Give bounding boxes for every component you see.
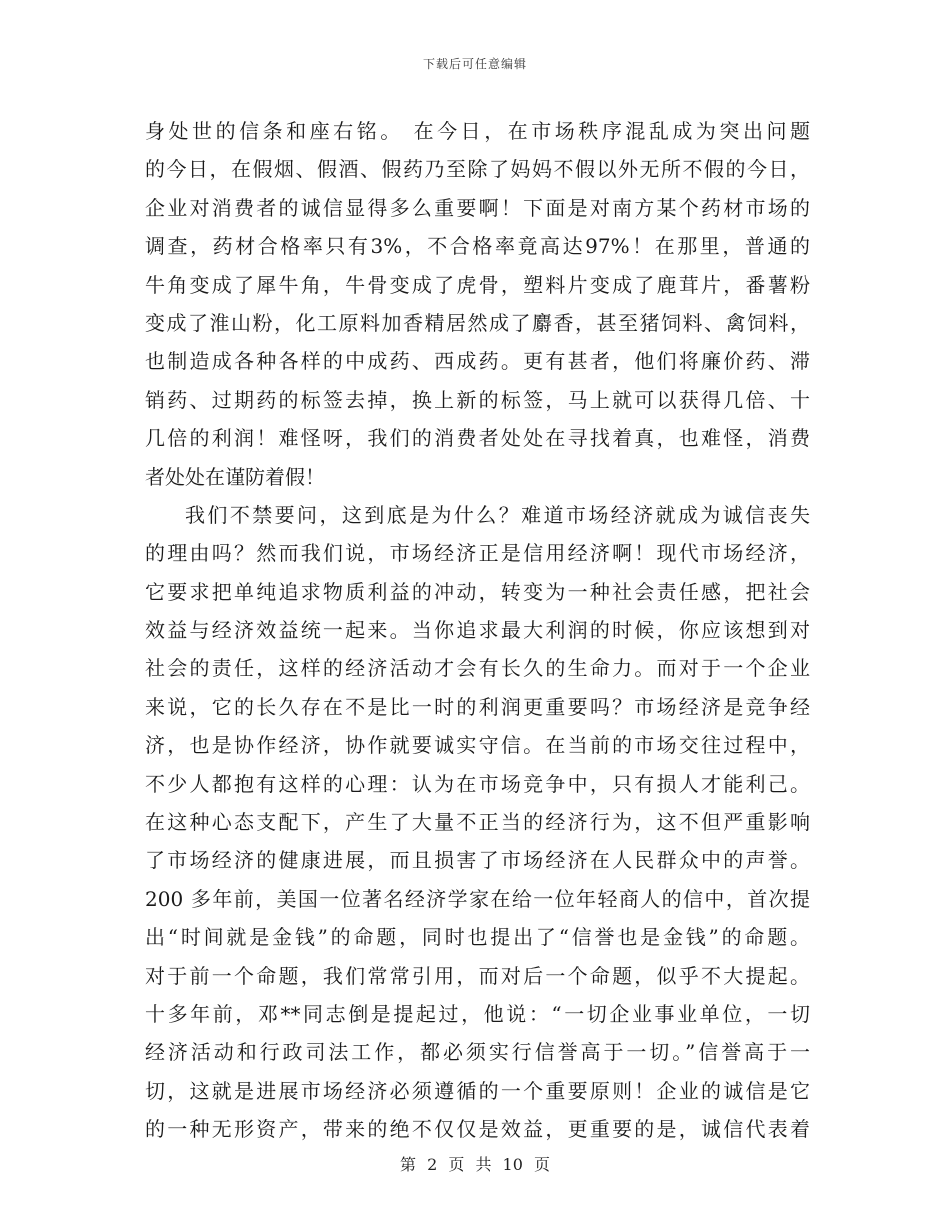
- text-line: 社会的责任，这样的经济活动才会有长久的生命力。而对于一个企业: [145, 656, 810, 681]
- paragraph-2: [145, 496, 810, 1149]
- text-line: 也制造成各种各样的中成药、西成药。更有甚者，他们将廉价药、滞: [145, 349, 810, 374]
- text-line: 在这种心态支配下，产生了大量不正当的经济行为，这不但严重影响: [145, 810, 810, 835]
- text-line: 济，也是协作经济，协作就要诚实守信。在当前的市场交往过程中，: [145, 733, 810, 758]
- text-line: 来说，它的长久存在不是比一时的利润更重要吗？市场经济是竞争经: [145, 694, 810, 719]
- text-line: 变成了淮山粉，化工原料加香精居然成了麝香，甚至猪饲料、禽饲料，: [145, 310, 810, 335]
- text-line: 牛角变成了犀牛角，牛骨变成了虎骨，塑料片变成了鹿茸片，番薯粉: [145, 272, 810, 297]
- text-line: 十多年前，邓**同志倒是提起过，他说：“一切企业事业单位，一切: [145, 1001, 810, 1026]
- text-line: 的今日，在假烟、假酒、假药乃至除了妈妈不假以外无所不假的今日，: [145, 157, 810, 182]
- text-line: 销药、过期药的标签去掉，换上新的标签，马上就可以获得几倍、十: [145, 387, 810, 412]
- page-number: 第 2 页 共 10 页: [400, 1155, 550, 1174]
- text-line: 调查，药材合格率只有3%，不合格率竟高达97%！在那里，普通的: [145, 234, 810, 259]
- text-line: 200 多年前，美国一位著名经济学家在给一位年轻商人的信中，首次提: [145, 886, 810, 911]
- text-line: 身处世的信条和座右铭。 在今日，在市场秩序混乱成为突出问题: [145, 119, 810, 143]
- text-line: 不少人都抱有这样的心理：认为在市场竞争中，只有损人才能利己。: [145, 771, 810, 796]
- text-line: 经济活动和行政司法工作，都必须实行信誉高于一切。”信誉高于一: [145, 1040, 810, 1065]
- text-line: 我们不禁要问，这到底是为什么？难道市场经济就成为诚信丧失: [185, 502, 810, 527]
- text-line: 效益与经济效益统一起来。当你追求最大利润的时候，你应该想到对: [145, 618, 810, 643]
- text-line: 的理由吗？然而我们说，市场经济正是信用经济啊！现代市场经济，: [145, 541, 810, 566]
- document-body: [145, 112, 810, 1149]
- text-line: 几倍的利润！难怪呀，我们的消费者处处在寻找着真，也难怪，消费: [145, 426, 810, 451]
- text-line: 切，这就是进展市场经济必须遵循的一个重要原则！企业的诚信是它: [145, 1078, 810, 1103]
- paragraph-1: [145, 112, 810, 496]
- text-line: 对于前一个命题，我们常常引用，而对后一个命题，似乎不大提起。: [145, 963, 810, 988]
- text-line: 者处处在谨防着假！: [145, 464, 325, 489]
- text-line: 的一种无形资产，带来的绝不仅仅是效益，更重要的是，诚信代表着: [145, 1117, 810, 1142]
- text-line: 它要求把单纯追求物质利益的冲动，转变为一种社会责任感，把社会: [145, 579, 810, 604]
- text-line: 出“时间就是金钱”的命题，同时也提出了“信誉也是金钱”的命题。: [145, 925, 810, 950]
- text-line: 企业对消费者的诚信显得多么重要啊！下面是对南方某个药材市场的: [145, 195, 810, 220]
- text-line: 了市场经济的健康进展，而且损害了市场经济在人民群众中的声誉。: [145, 848, 810, 873]
- page-header: 下载后可任意编辑: [422, 57, 527, 71]
